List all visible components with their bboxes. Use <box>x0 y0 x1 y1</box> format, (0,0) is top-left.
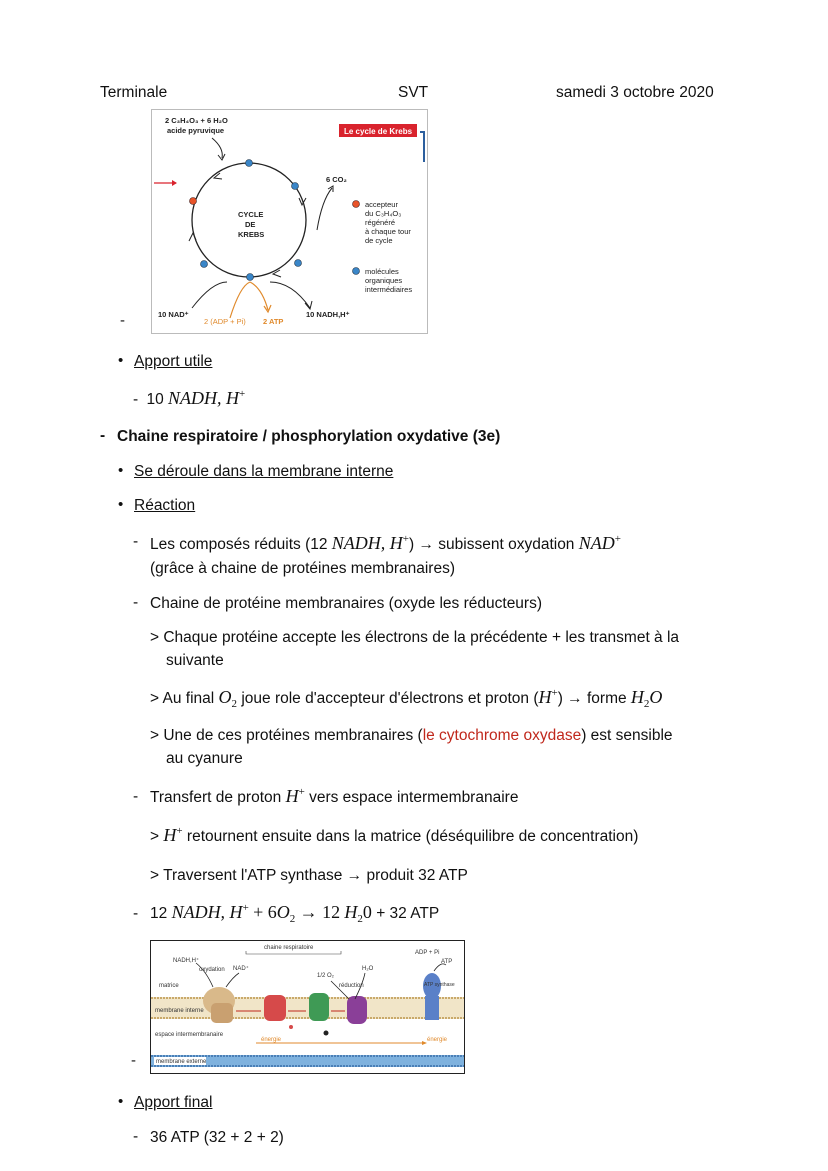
svg-text:énergie: énergie <box>261 1037 282 1043</box>
line-reduced-compounds-cont: (grâce à chaine de protéines membranaires) <box>150 560 455 577</box>
chain-diagram <box>151 941 464 1073</box>
krebs-molecule-dot <box>246 160 253 167</box>
sub-each-protein: > Chaque protéine accepte les électrons de la précédente + les transmet à la <box>150 629 680 646</box>
svg-text:1/2 O₂: 1/2 O₂ <box>317 973 335 979</box>
sub-cytochrome-cont: au cyanure <box>166 750 243 767</box>
item-formula: NADH, H <box>168 388 240 408</box>
bullet-marker: • <box>118 462 124 479</box>
dash-marker: - <box>133 788 139 805</box>
svg-text:NADH,H⁺: NADH,H⁺ <box>173 958 200 964</box>
svg-text:ATP: ATP <box>441 959 453 965</box>
krebs-diagram <box>152 110 427 333</box>
protein-complex-4 <box>309 993 329 1021</box>
item-total-atp: 36 ATP (32 + 2 + 2) <box>150 1129 284 1146</box>
krebs-reactant-name: acide pyruvique <box>167 126 225 135</box>
krebs-reactant-arrow <box>212 138 222 158</box>
item-number: 10 <box>146 391 164 408</box>
legend-acceptor-3: régénéré <box>365 218 396 227</box>
bullet-marker: • <box>118 496 124 513</box>
krebs-nadh: 10 NADH,H⁺ <box>306 310 350 319</box>
krebs-adp-arrow <box>230 282 250 318</box>
sub-atp-synthase: > Traversent l'ATP synthase → produit 32 ATP <box>150 867 468 884</box>
dash-marker: - <box>133 1128 139 1145</box>
cytochrome-oxydase-highlight: le cytochrome oxydase <box>422 727 582 744</box>
krebs-title: Le cycle de Krebs <box>344 127 413 136</box>
svg-text:oxydation: oxydation <box>199 967 225 973</box>
sub-each-protein-cont: suivante <box>166 652 224 669</box>
svg-text:énergie: énergie <box>427 1037 448 1043</box>
legend-acceptor-1: accepteur <box>365 200 398 209</box>
svg-text:réduction: réduction <box>339 983 364 989</box>
dash-marker: - <box>131 1052 136 1069</box>
krebs-cycle-figure <box>151 109 428 334</box>
svg-text:membrane externe: membrane externe <box>156 1059 207 1065</box>
svg-text:H₂O: H₂O <box>362 966 374 972</box>
krebs-molecule-dot <box>201 261 208 268</box>
krebs-molecule-dot <box>247 274 254 281</box>
svg-text:espace intermembranaire: espace intermembranaire <box>155 1032 224 1038</box>
heading-dash: - <box>100 427 106 444</box>
krebs-nad-arrow <box>192 282 227 308</box>
krebs-molecule-dot <box>295 260 302 267</box>
krebs-center-2: DE <box>245 220 256 229</box>
svg-text:matrice: matrice <box>159 983 179 989</box>
krebs-center-1: CYCLE <box>238 210 264 219</box>
sub-final-o2: > Au final $O_2$ joue role d'accepteur d'électrons et proton (H+) → forme $H_2O$ <box>150 687 663 710</box>
krebs-acceptor-dot <box>190 198 197 205</box>
sub-protons-return: > H+ retournent ensuite dans la matrice (déséquilibre de concentration) <box>150 825 639 845</box>
dash-marker: - <box>133 594 139 611</box>
krebs-edge-bracket <box>420 132 424 162</box>
item-nadh-count <box>133 388 245 409</box>
krebs-co2-arrow <box>317 188 332 230</box>
krebs-nad: 10 NAD⁺ <box>158 310 189 319</box>
line-reduced-compounds: Les composés réduits (12 NADH, H+) → subissent oxydation NAD+ <box>150 533 621 553</box>
bullet-apport-utile: Apport utile <box>134 353 213 370</box>
respiratory-chain-figure <box>150 940 465 1074</box>
krebs-adp: 2 (ADP + Pi) <box>204 317 246 326</box>
krebs-molecule-dot <box>292 183 299 190</box>
svg-text:chaine respiratoire: chaine respiratoire <box>264 945 314 951</box>
krebs-reactant: 2 C₃H₄O₃ + 6 H₂O <box>165 116 228 125</box>
legend-molecules-3: intermédiaires <box>365 285 413 294</box>
legend-acceptor-4: à chaque tour <box>365 227 411 236</box>
dash-marker: - <box>133 905 139 922</box>
section-heading: Chaine respiratoire / phosphorylation oxydative (3e) <box>117 428 501 445</box>
krebs-co2: 6 CO₂ <box>326 175 347 184</box>
header-center: SVT <box>398 84 429 101</box>
dash-marker: - <box>133 533 139 550</box>
header-right: samedi 3 octobre 2020 <box>556 84 714 101</box>
equation-line: 12 NADH, $H^+ + 6O_2 \to 12$ $H_20 + 32$ ATP <box>150 902 440 925</box>
svg-text:ATP synthase: ATP synthase <box>424 982 455 988</box>
bullet-marker: • <box>118 1093 124 1110</box>
header-left: Terminale <box>100 84 168 101</box>
legend-molecule-dot <box>353 268 360 275</box>
krebs-atp: 2 ATP <box>263 317 284 326</box>
bullet-apport-final: Apport final <box>134 1094 213 1111</box>
legend-acceptor-2: du C₃H₄O₃ <box>365 209 402 218</box>
legend-acceptor-5: de cycle <box>365 236 393 245</box>
svg-text:NAD⁺: NAD⁺ <box>233 966 249 972</box>
bullet-marker: • <box>118 352 124 369</box>
krebs-nadh-arrow <box>270 282 310 308</box>
plus-superscript: + <box>239 388 246 400</box>
sub-cytochrome: > Une de ces protéines membranaires (le cytochrome oxydase) est sensible <box>150 727 673 744</box>
krebs-center-3: KREBS <box>238 230 265 239</box>
legend-molecules-1: molécules <box>365 267 399 276</box>
line-proton-transfer: Transfert de proton H+ vers espace intermembranaire <box>150 786 519 806</box>
line-protein-chain: Chaine de protéine membranaires (oxyde les réducteurs) <box>150 595 543 612</box>
krebs-atp-arrow <box>250 282 268 310</box>
svg-text:ADP + Pi: ADP + Pi <box>415 950 440 956</box>
dash-marker: - <box>120 312 125 329</box>
svg-text:membrane interne: membrane interne <box>155 1008 204 1014</box>
bullet-membrane: Se déroule dans la membrane interne <box>134 463 394 480</box>
legend-molecules-2: organiques <box>365 276 403 285</box>
legend-acceptor-dot <box>353 201 360 208</box>
dash-marker: - <box>133 391 139 408</box>
protein-complex-3 <box>264 995 286 1021</box>
cytochrome-oxydase-protein <box>347 996 367 1024</box>
bullet-reaction: Réaction <box>134 497 196 514</box>
